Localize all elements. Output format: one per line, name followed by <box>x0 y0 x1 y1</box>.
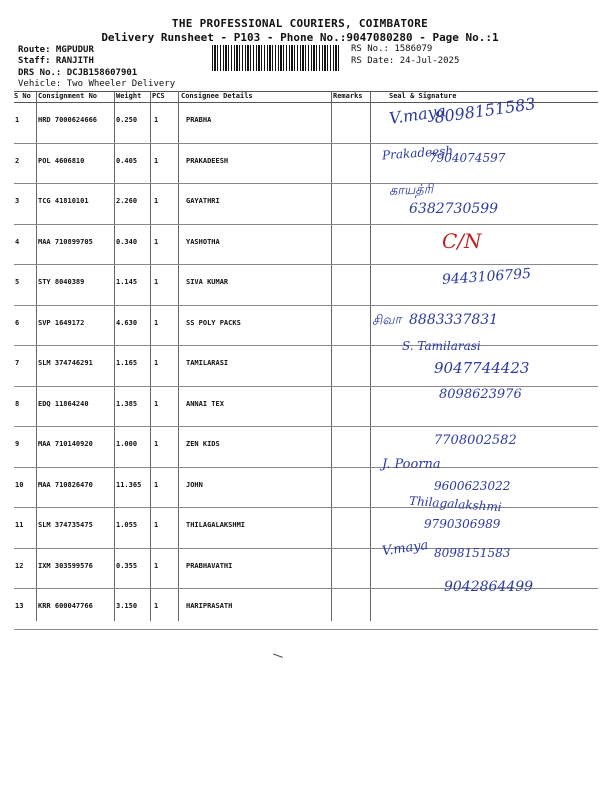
row-sno: 4 <box>15 237 20 246</box>
row-consignment-no: MAA 710140920 <box>38 440 93 448</box>
row-consignment-no: TCG 41810101 <box>38 197 89 205</box>
row-consignment-no: HRD 7000624666 <box>38 116 98 124</box>
handwritten-phone: 9790306989 <box>424 517 501 531</box>
row-weight: 2.260 <box>116 197 138 205</box>
stray-mark <box>271 653 282 662</box>
row-sno: 10 <box>15 480 24 489</box>
drs-number: DRS No.: DCJB158607901 <box>18 68 138 78</box>
row-consignee: HARIPRASATH <box>186 602 233 610</box>
row-sno: 2 <box>15 156 20 165</box>
row-consignee: PRABHAVATHI <box>186 561 233 570</box>
handwritten-signature: V.maya <box>387 101 448 128</box>
row-weight: 1.165 <box>116 359 138 367</box>
row-consignment-no: STY 8040389 <box>38 278 85 286</box>
table-row <box>14 183 598 223</box>
row-sno: 6 <box>15 318 20 327</box>
row-pcs: 1 <box>154 480 159 489</box>
row-consignment-no: MAA 710899705 <box>38 237 93 246</box>
row-consignee: SIVA KUMAR <box>186 278 229 286</box>
company-title: THE PROFESSIONAL COURIERS, COIMBATORE <box>171 17 429 30</box>
header-consignment: Consignment No <box>38 92 98 100</box>
row-consignee: SS POLY PACKS <box>186 318 241 327</box>
row-weight: 0.355 <box>116 561 138 570</box>
handwritten-signature: C/N <box>442 229 482 253</box>
row-sno: 9 <box>15 440 20 448</box>
row-consignment-no: IXM 303599576 <box>38 561 93 570</box>
row-consignee: JOHN <box>186 480 203 489</box>
handwritten-signature: Thilagalakshmi <box>408 493 503 515</box>
row-weight: 1.145 <box>116 278 138 286</box>
row-consignee: PRAKADEESH <box>186 156 229 165</box>
row-weight: 0.340 <box>116 237 138 246</box>
row-consignee: TAMILARASI <box>186 359 229 367</box>
table-row <box>14 143 598 183</box>
row-weight: 3.150 <box>116 602 138 610</box>
row-pcs: 1 <box>154 197 159 205</box>
header-remarks: Remarks <box>333 92 363 100</box>
row-pcs: 1 <box>154 440 159 448</box>
row-pcs: 1 <box>154 278 159 286</box>
handwritten-phone: 8098151583 <box>433 94 537 127</box>
header-weight: Weight <box>116 92 142 100</box>
row-consignment-no: POL 4606810 <box>38 156 85 165</box>
handwritten-signature: Prakadeesh <box>381 143 454 163</box>
row-consignee: GAYATHRI <box>186 197 220 205</box>
header-consignee: Consignee Details <box>181 92 253 100</box>
row-sno: 8 <box>15 399 20 408</box>
row-sno: 12 <box>15 561 24 570</box>
row-sno: 5 <box>15 278 20 286</box>
handwritten-phone: 9042864499 <box>444 579 534 595</box>
row-weight: 1.055 <box>116 521 138 529</box>
handwritten-signature: காயத்ரி <box>388 182 434 199</box>
runsheet-subtitle: Delivery Runsheet - P103 - Phone No.:9047080280 - Page No.:1 <box>101 31 499 44</box>
row-consignment-no: SVP 1649172 <box>38 318 85 327</box>
row-consignment-no: EDQ 11864240 <box>38 399 89 408</box>
row-pcs: 1 <box>154 602 159 610</box>
row-pcs: 1 <box>154 359 159 367</box>
handwritten-phone: 7904074597 <box>429 151 506 165</box>
row-pcs: 1 <box>154 237 159 246</box>
row-pcs: 1 <box>154 521 159 529</box>
header-pcs: PCS <box>152 92 165 100</box>
handwritten-signature: S. Tamilarasi <box>402 339 481 353</box>
handwritten-phone: 8098623976 <box>439 387 522 402</box>
row-pcs: 1 <box>154 399 159 408</box>
row-weight: 4.630 <box>116 318 138 327</box>
row-sno: 11 <box>15 521 24 529</box>
row-weight: 11.365 <box>116 480 142 489</box>
table-row <box>14 507 598 547</box>
row-weight: 1.385 <box>116 399 138 408</box>
row-consignee: THILAGALAKSHMI <box>186 521 246 529</box>
row-consignee: PRABHA <box>186 116 212 124</box>
row-sno: 13 <box>15 602 24 610</box>
row-consignee: YASHOTHA <box>186 237 220 246</box>
row-consignee: ZEN KIDS <box>186 440 220 448</box>
row-sno: 3 <box>15 197 20 205</box>
row-consignment-no: MAA 710826470 <box>38 480 93 489</box>
row-consignment-no: SLM 374746291 <box>38 359 93 367</box>
table-row <box>14 224 598 264</box>
route-label: Route: MGPUDUR <box>18 45 94 55</box>
row-weight: 1.000 <box>116 440 138 448</box>
handwritten-phone: 8883337831 <box>409 312 499 328</box>
rs-date: RS Date: 24-Jul-2025 <box>351 56 460 66</box>
table-row <box>14 467 598 507</box>
rs-number: RS No.: 1586079 <box>351 44 433 54</box>
row-weight: 0.405 <box>116 156 138 165</box>
table-row <box>14 305 598 345</box>
handwritten-phone: 8098151583 <box>434 546 511 560</box>
row-pcs: 1 <box>154 156 159 165</box>
row-consignment-no: KRR 600047766 <box>38 602 93 610</box>
handwritten-signature: J. Poorna <box>382 457 441 472</box>
barcode <box>212 45 340 71</box>
row-consignment-no: SLM 374735475 <box>38 521 93 529</box>
staff-label: Staff: RANJITH <box>18 56 94 66</box>
row-pcs: 1 <box>154 318 159 327</box>
row-sno: 7 <box>15 359 20 367</box>
vehicle-label: Vehicle: Two Wheeler Delivery <box>18 79 176 89</box>
header-sno: S No <box>14 92 31 100</box>
handwritten-phone: 9600623022 <box>434 479 511 493</box>
row-sno: 1 <box>15 116 20 124</box>
handwritten-signature: சிவா <box>371 312 402 329</box>
handwritten-phone: 9047744423 <box>434 359 530 377</box>
handwritten-signature: V.maya <box>381 537 430 560</box>
row-consignee: ANNAI TEX <box>186 399 224 408</box>
handwritten-phone: 6382730599 <box>409 201 499 217</box>
row-pcs: 1 <box>154 116 159 124</box>
handwritten-phone: 9443106795 <box>441 265 532 289</box>
header-signature: Seal & Signature <box>389 92 457 100</box>
row-pcs: 1 <box>154 561 159 570</box>
row-weight: 0.250 <box>116 116 138 124</box>
handwritten-phone: 7708002582 <box>434 433 517 448</box>
